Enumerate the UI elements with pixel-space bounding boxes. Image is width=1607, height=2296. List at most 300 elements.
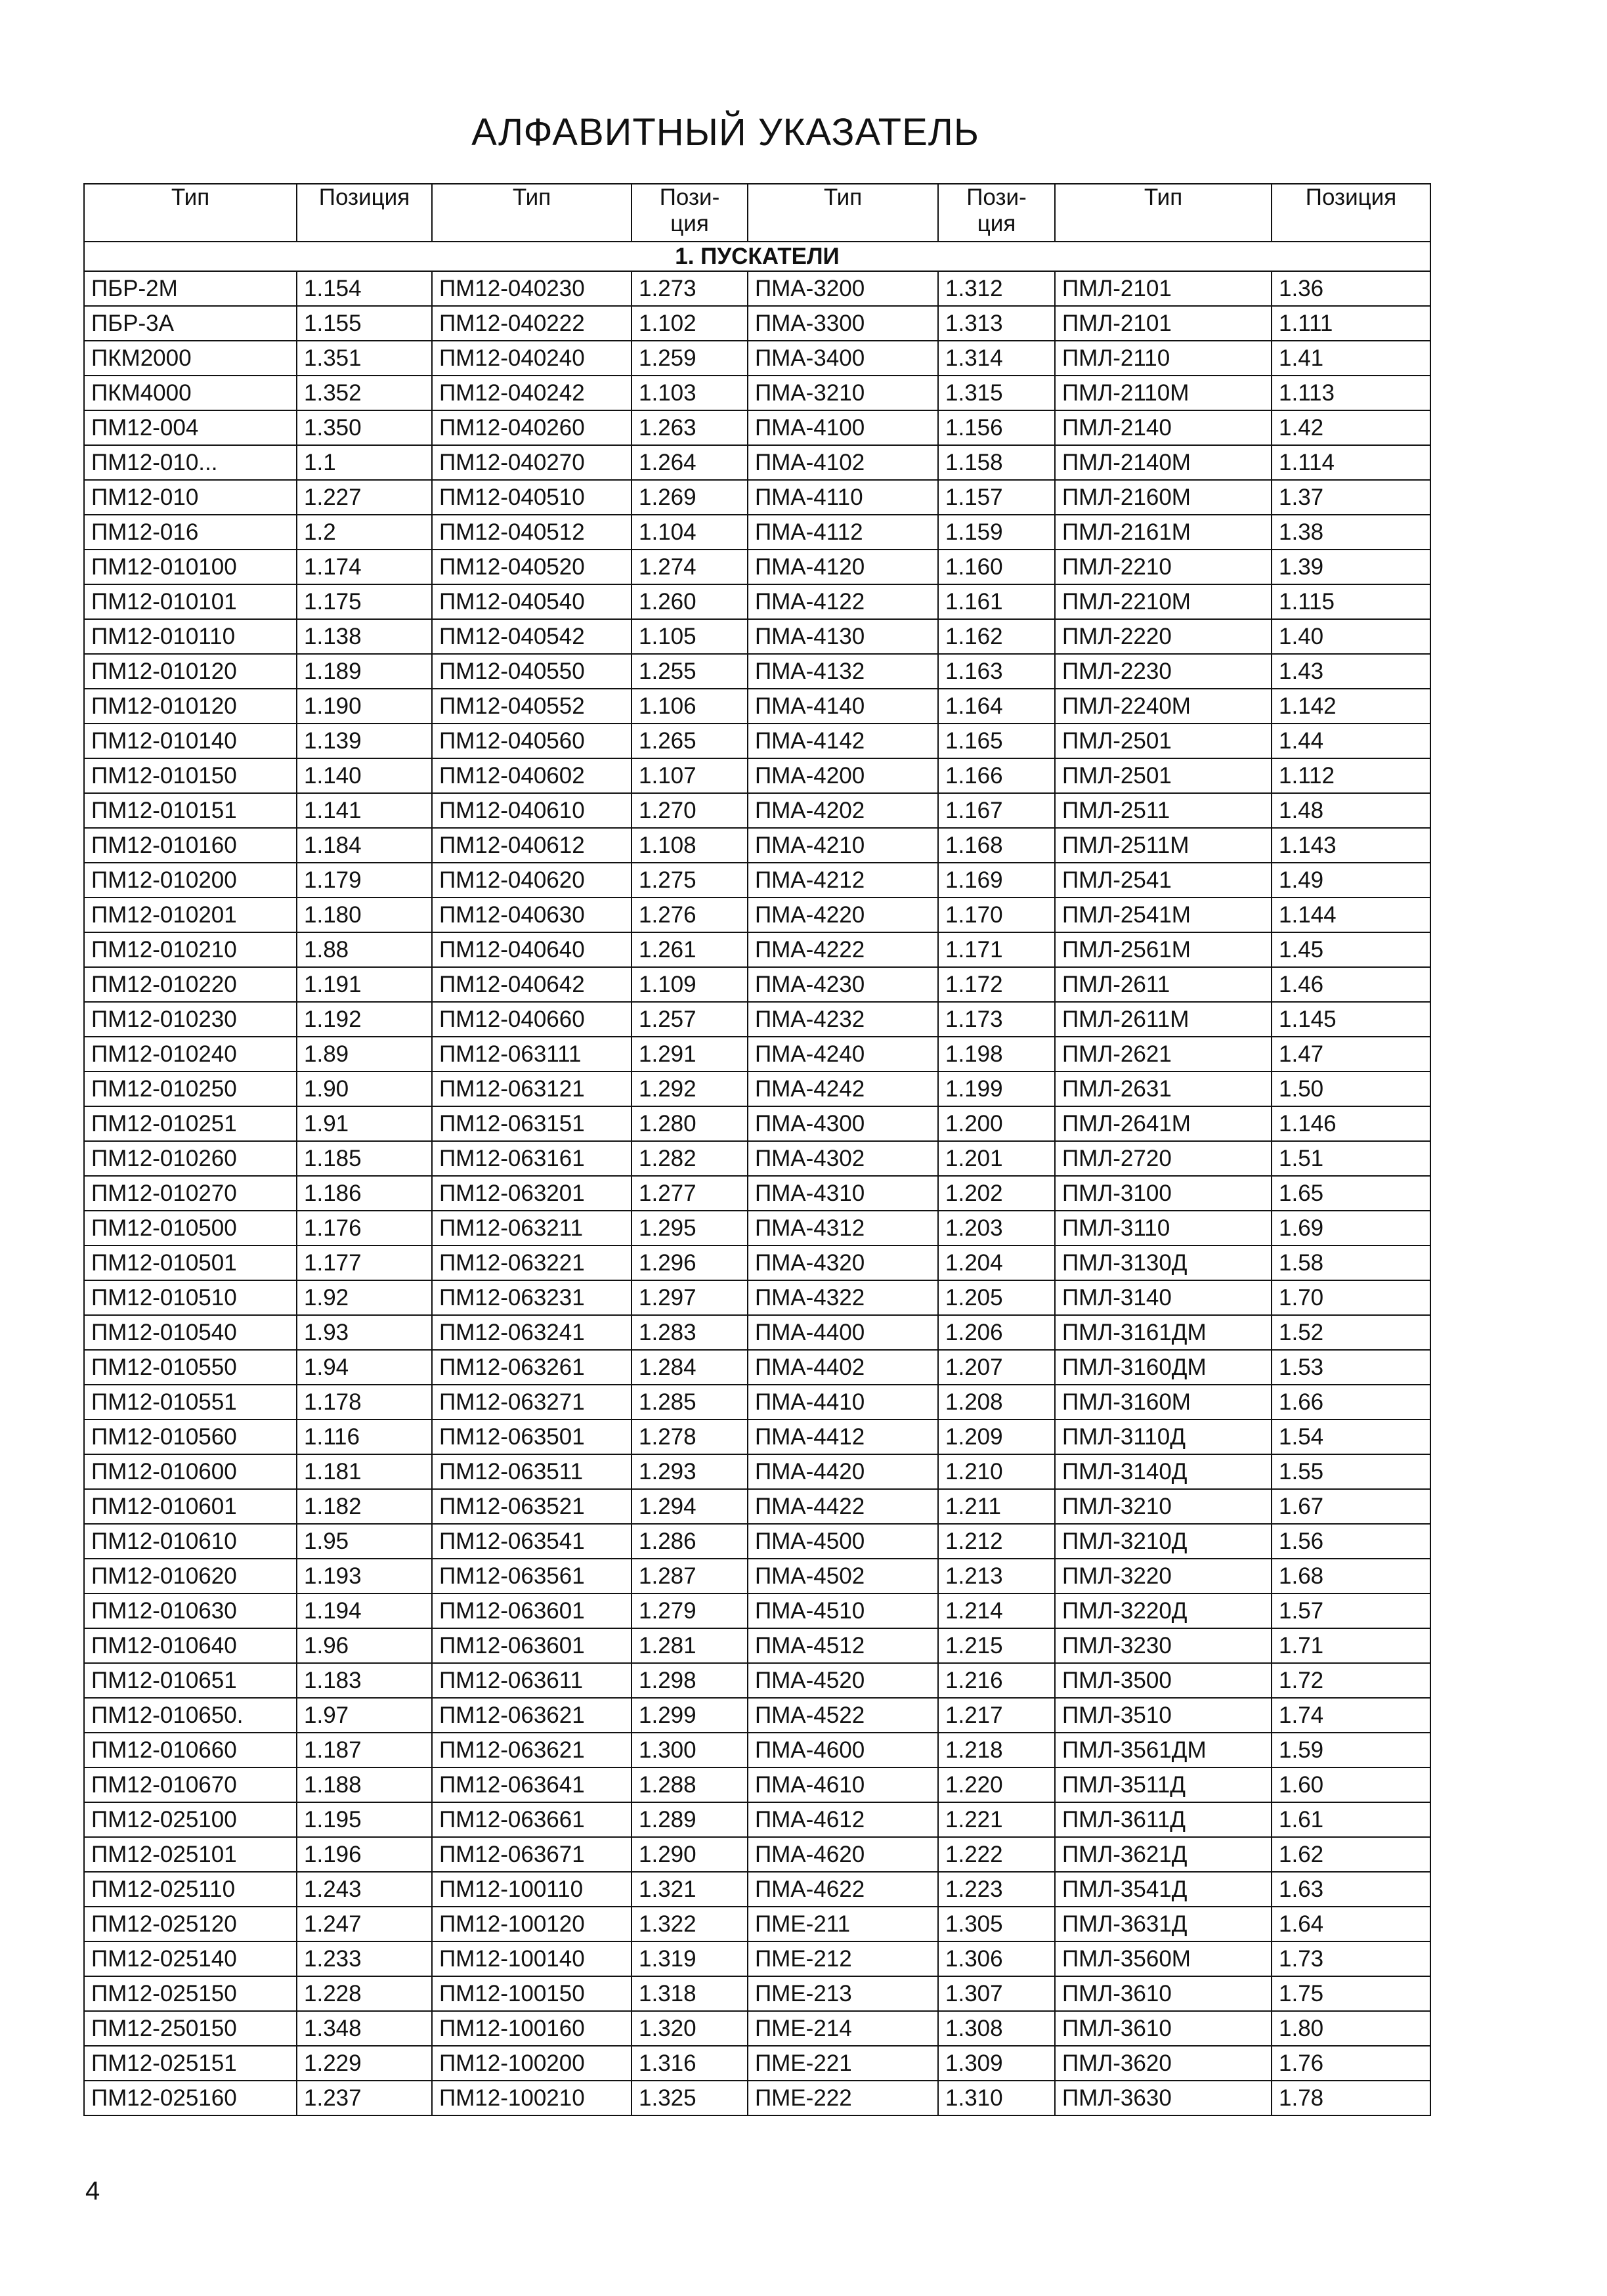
position-cell: 1.95 [297, 1524, 432, 1559]
position-cell: 1.159 [938, 515, 1055, 550]
table-row [84, 376, 1430, 410]
position-cell: 1.63 [1272, 1872, 1430, 1907]
position-cell: 1.310 [938, 2081, 1055, 2115]
position-cell: 1.237 [297, 2081, 432, 2115]
position-cell: 1.290 [632, 1837, 748, 1872]
position-cell: 1.173 [938, 1002, 1055, 1037]
position-cell: 1.104 [632, 515, 748, 550]
position-cell: 1.163 [938, 654, 1055, 689]
position-cell: 1.270 [632, 793, 748, 828]
position-cell: 1.106 [632, 689, 748, 724]
position-cell: 1.69 [1272, 1211, 1430, 1245]
table-row [84, 1524, 1430, 1559]
position-cell: 1.59 [1272, 1733, 1430, 1767]
position-cell: 1.314 [938, 341, 1055, 376]
position-cell: 1.190 [297, 689, 432, 724]
position-cell: 1.183 [297, 1663, 432, 1698]
position-cell: 1.144 [1272, 898, 1430, 932]
position-cell: 1.113 [1272, 376, 1430, 410]
position-cell: 1.169 [938, 863, 1055, 898]
position-cell: 1.220 [938, 1767, 1055, 1802]
table-row [84, 1663, 1430, 1698]
type-cell: ПМ12-063621 [432, 1733, 632, 1767]
type-cell: ПМЕ-212 [748, 1941, 938, 1976]
position-cell: 1.288 [632, 1767, 748, 1802]
type-cell: ПМЕ-211 [748, 1907, 938, 1941]
position-cell: 1.158 [938, 445, 1055, 480]
position-cell: 1.70 [1272, 1280, 1430, 1315]
position-cell: 1.214 [938, 1593, 1055, 1628]
type-cell: ПМЛ-3630 [1055, 2081, 1272, 2115]
type-cell: ПМ12-010210 [84, 932, 297, 967]
type-cell: ПМА-4522 [748, 1698, 938, 1733]
position-cell: 1.188 [297, 1767, 432, 1802]
type-cell: ПМ12-025120 [84, 1907, 297, 1941]
index-table [83, 183, 1431, 2116]
position-cell: 1.351 [297, 341, 432, 376]
type-cell: ПМ12-063601 [432, 1593, 632, 1628]
position-cell: 1.194 [297, 1593, 432, 1628]
position-cell: 1.37 [1272, 480, 1430, 515]
table-row [84, 515, 1430, 550]
type-cell: ПМ12-063521 [432, 1489, 632, 1524]
table-row [84, 724, 1430, 758]
position-cell: 1.184 [297, 828, 432, 863]
type-cell: ПМЛ-3560М [1055, 1941, 1272, 1976]
position-cell: 1.168 [938, 828, 1055, 863]
type-cell: ПМ12-100150 [432, 1976, 632, 2011]
type-cell: ПМЛ-2720 [1055, 1141, 1272, 1176]
position-cell: 1.43 [1272, 654, 1430, 689]
position-cell: 1.198 [938, 1037, 1055, 1072]
type-cell: ПМЛ-3160ДМ [1055, 1350, 1272, 1385]
table-row [84, 932, 1430, 967]
type-cell: ПМА-3300 [748, 306, 938, 341]
type-cell: ПМЛ-3210 [1055, 1489, 1272, 1524]
position-cell: 1.295 [632, 1211, 748, 1245]
type-cell: ПМЛ-2561М [1055, 932, 1272, 967]
position-cell: 1.74 [1272, 1698, 1430, 1733]
position-cell: 1.96 [297, 1628, 432, 1663]
position-cell: 1.275 [632, 863, 748, 898]
position-cell: 1.94 [297, 1350, 432, 1385]
position-cell: 1.286 [632, 1524, 748, 1559]
position-cell: 1.177 [297, 1245, 432, 1280]
position-cell: 1.143 [1272, 828, 1430, 863]
position-cell: 1.36 [1272, 271, 1430, 306]
type-cell: ПМЛ-2611 [1055, 967, 1272, 1002]
position-cell: 1.292 [632, 1072, 748, 1106]
position-cell: 1.320 [632, 2011, 748, 2046]
type-cell: ПМ12-010220 [84, 967, 297, 1002]
position-cell: 1.65 [1272, 1176, 1430, 1211]
table-row [84, 967, 1430, 1002]
table-row [84, 2046, 1430, 2081]
type-cell: ПМ12-025150 [84, 1976, 297, 2011]
table-row [84, 341, 1430, 376]
position-cell: 1.325 [632, 2081, 748, 2115]
type-cell: ПБР-3А [84, 306, 297, 341]
type-cell: ПМЛ-3161ДМ [1055, 1315, 1272, 1350]
position-cell: 1.88 [297, 932, 432, 967]
position-cell: 1.146 [1272, 1106, 1430, 1141]
position-cell: 1.217 [938, 1698, 1055, 1733]
type-cell: ПМ12-010250 [84, 1072, 297, 1106]
position-cell: 1.223 [938, 1872, 1055, 1907]
position-cell: 1.140 [297, 758, 432, 793]
position-cell: 1.73 [1272, 1941, 1430, 1976]
table-row [84, 619, 1430, 654]
type-cell: ПМА-4200 [748, 758, 938, 793]
position-cell: 1.54 [1272, 1419, 1430, 1454]
table-row [84, 1559, 1430, 1593]
position-cell: 1.90 [297, 1072, 432, 1106]
position-cell: 1.229 [297, 2046, 432, 2081]
position-cell: 1.195 [297, 1802, 432, 1837]
table-row [84, 654, 1430, 689]
type-cell: ПКМ2000 [84, 341, 297, 376]
type-cell: ПМЛ-2511М [1055, 828, 1272, 863]
position-cell: 1.189 [297, 654, 432, 689]
position-cell: 1.282 [632, 1141, 748, 1176]
position-cell: 1.157 [938, 480, 1055, 515]
position-cell: 1.191 [297, 967, 432, 1002]
type-cell: ПМ12-025151 [84, 2046, 297, 2081]
position-cell: 1.171 [938, 932, 1055, 967]
position-cell: 1.58 [1272, 1245, 1430, 1280]
position-cell: 1.265 [632, 724, 748, 758]
table-row [84, 1907, 1430, 1941]
position-cell: 1.293 [632, 1454, 748, 1489]
type-cell: ПМ12-040240 [432, 341, 632, 376]
table-row [84, 1941, 1430, 1976]
position-cell: 1.192 [297, 1002, 432, 1037]
type-cell: ПМЛ-3130Д [1055, 1245, 1272, 1280]
table-row [84, 1454, 1430, 1489]
position-cell: 1.145 [1272, 1002, 1430, 1037]
type-cell: ПМА-4612 [748, 1802, 938, 1837]
position-cell: 1.71 [1272, 1628, 1430, 1663]
position-cell: 1.318 [632, 1976, 748, 2011]
position-cell: 1.278 [632, 1419, 748, 1454]
column-header-type: Тип [84, 184, 297, 242]
position-cell: 1.154 [297, 271, 432, 306]
position-cell: 1.322 [632, 1907, 748, 1941]
type-cell: ПМА-4402 [748, 1350, 938, 1385]
position-cell: 1.172 [938, 967, 1055, 1002]
position-cell: 1.255 [632, 654, 748, 689]
table-row [84, 1767, 1430, 1802]
type-cell: ПМ12-040512 [432, 515, 632, 550]
position-cell: 1.50 [1272, 1072, 1430, 1106]
type-cell: ПМ12-004 [84, 410, 297, 445]
position-cell: 1.49 [1272, 863, 1430, 898]
position-cell: 1.139 [297, 724, 432, 758]
position-cell: 1.321 [632, 1872, 748, 1907]
position-cell: 1.213 [938, 1559, 1055, 1593]
type-cell: ПМА-4622 [748, 1872, 938, 1907]
column-header-position: Позиция [297, 184, 432, 242]
type-cell: ПМА-4310 [748, 1176, 938, 1211]
position-cell: 1.142 [1272, 689, 1430, 724]
type-cell: ПМ12-063231 [432, 1280, 632, 1315]
type-cell: ПМ12-100200 [432, 2046, 632, 2081]
position-cell: 1.315 [938, 376, 1055, 410]
position-cell: 1.269 [632, 480, 748, 515]
type-cell: ПМ12-010600 [84, 1454, 297, 1489]
position-cell: 1.80 [1272, 2011, 1430, 2046]
column-header-position: Пози- ция [632, 184, 748, 242]
position-cell: 1.260 [632, 584, 748, 619]
type-cell: ПМЛ-3610 [1055, 2011, 1272, 2046]
type-cell: ПМ12-063261 [432, 1350, 632, 1385]
position-cell: 1.53 [1272, 1350, 1430, 1385]
type-cell: ПМА-4102 [748, 445, 938, 480]
type-cell: ПМЛ-3220 [1055, 1559, 1272, 1593]
type-cell: ПМА-4132 [748, 654, 938, 689]
position-cell: 1.207 [938, 1350, 1055, 1385]
type-cell: ПМ12-040552 [432, 689, 632, 724]
type-cell: ПМ12-063201 [432, 1176, 632, 1211]
type-cell: ПМ12-040640 [432, 932, 632, 967]
type-cell: ПМА-4212 [748, 863, 938, 898]
position-cell: 1.193 [297, 1559, 432, 1593]
type-cell: ПМ12-010240 [84, 1037, 297, 1072]
position-cell: 1.40 [1272, 619, 1430, 654]
type-cell: ПМ12-063561 [432, 1559, 632, 1593]
type-cell: ПМ12-040222 [432, 306, 632, 341]
type-cell: ПМ12-010160 [84, 828, 297, 863]
position-cell: 1.348 [297, 2011, 432, 2046]
position-cell: 1.199 [938, 1072, 1055, 1106]
type-cell: ПМЛ-2240М [1055, 689, 1272, 724]
position-cell: 1.298 [632, 1663, 748, 1698]
position-cell: 1.44 [1272, 724, 1430, 758]
type-cell: ПМ12-100110 [432, 1872, 632, 1907]
type-cell: ПМ12-040642 [432, 967, 632, 1002]
position-cell: 1.209 [938, 1419, 1055, 1454]
type-cell: ПМ12-040620 [432, 863, 632, 898]
type-cell: ПМА-4100 [748, 410, 938, 445]
position-cell: 1.180 [297, 898, 432, 932]
type-cell: ПМ12-040242 [432, 376, 632, 410]
table-row [84, 1350, 1430, 1385]
position-cell: 1.227 [297, 480, 432, 515]
type-cell: ПМА-4322 [748, 1280, 938, 1315]
type-cell: ПМА-4420 [748, 1454, 938, 1489]
type-cell: ПМА-4502 [748, 1559, 938, 1593]
type-cell: ПМА-4510 [748, 1593, 938, 1628]
table-row [84, 1628, 1430, 1663]
table-row [84, 1593, 1430, 1628]
type-cell: ПМЛ-2160М [1055, 480, 1272, 515]
position-cell: 1.280 [632, 1106, 748, 1141]
position-cell: 1.114 [1272, 445, 1430, 480]
position-cell: 1.264 [632, 445, 748, 480]
type-cell: ПМА-4410 [748, 1385, 938, 1419]
position-cell: 1.291 [632, 1037, 748, 1072]
position-cell: 1.112 [1272, 758, 1430, 793]
position-cell: 1.89 [297, 1037, 432, 1072]
type-cell: ПМЛ-3541Д [1055, 1872, 1272, 1907]
type-cell: ПМ12-063121 [432, 1072, 632, 1106]
table-row [84, 306, 1430, 341]
type-cell: ПМА-4112 [748, 515, 938, 550]
type-cell: ПМ12-063211 [432, 1211, 632, 1245]
position-cell: 1.167 [938, 793, 1055, 828]
type-cell: ПМЛ-2501 [1055, 758, 1272, 793]
position-cell: 1.185 [297, 1141, 432, 1176]
position-cell: 1.319 [632, 1941, 748, 1976]
table-row [84, 1837, 1430, 1872]
table-row [84, 1002, 1430, 1037]
type-cell: ПМА-4242 [748, 1072, 938, 1106]
position-cell: 1.316 [632, 2046, 748, 2081]
table-row [84, 1872, 1430, 1907]
position-cell: 1.274 [632, 550, 748, 584]
position-cell: 1.305 [938, 1907, 1055, 1941]
type-cell: ПМА-4620 [748, 1837, 938, 1872]
position-cell: 1.155 [297, 306, 432, 341]
type-cell: ПМ12-040270 [432, 445, 632, 480]
type-cell: ПМ12-040542 [432, 619, 632, 654]
position-cell: 1.212 [938, 1524, 1055, 1559]
type-cell: ПМ12-040602 [432, 758, 632, 793]
type-cell: ПМ12-010270 [84, 1176, 297, 1211]
header-row [84, 184, 1430, 242]
type-cell: ПМ12-010200 [84, 863, 297, 898]
type-cell: ПМ12-063661 [432, 1802, 632, 1837]
position-cell: 1.216 [938, 1663, 1055, 1698]
position-cell: 1.42 [1272, 410, 1430, 445]
position-cell: 1.228 [297, 1976, 432, 2011]
position-cell: 1.287 [632, 1559, 748, 1593]
type-cell: ПМА-4520 [748, 1663, 938, 1698]
position-cell: 1.108 [632, 828, 748, 863]
type-cell: ПМ12-040560 [432, 724, 632, 758]
type-cell: ПМ12-040520 [432, 550, 632, 584]
type-cell: ПМ12-250150 [84, 2011, 297, 2046]
position-cell: 1.297 [632, 1280, 748, 1315]
type-cell: ПКМ4000 [84, 376, 297, 410]
position-cell: 1.309 [938, 2046, 1055, 2081]
type-cell: ПМЛ-3220Д [1055, 1593, 1272, 1628]
type-cell: ПМ12-010230 [84, 1002, 297, 1037]
type-cell: ПМЛ-3140Д [1055, 1454, 1272, 1489]
type-cell: ПМЕ-213 [748, 1976, 938, 2011]
type-cell: ПМЛ-3210Д [1055, 1524, 1272, 1559]
type-cell: ПМА-3400 [748, 341, 938, 376]
type-cell: ПМ12-100140 [432, 1941, 632, 1976]
position-cell: 1.215 [938, 1628, 1055, 1663]
position-cell: 1.76 [1272, 2046, 1430, 2081]
type-cell: ПМ12-040550 [432, 654, 632, 689]
position-cell: 1.178 [297, 1385, 432, 1419]
type-cell: ПМ12-040630 [432, 898, 632, 932]
type-cell: ПМА-3210 [748, 376, 938, 410]
position-cell: 1.289 [632, 1802, 748, 1837]
table-row [84, 2011, 1430, 2046]
type-cell: ПМА-4210 [748, 828, 938, 863]
position-cell: 1.276 [632, 898, 748, 932]
table-row [84, 898, 1430, 932]
type-cell: ПМ12-010510 [84, 1280, 297, 1315]
column-header-position: Позиция [1272, 184, 1430, 242]
position-cell: 1.93 [297, 1315, 432, 1350]
position-cell: 1.312 [938, 271, 1055, 306]
position-cell: 1.182 [297, 1489, 432, 1524]
position-cell: 1.233 [297, 1941, 432, 1976]
type-cell: ПМА-4240 [748, 1037, 938, 1072]
type-cell: ПМА-4230 [748, 967, 938, 1002]
type-cell: ПМА-4400 [748, 1315, 938, 1350]
type-cell: ПМЛ-3100 [1055, 1176, 1272, 1211]
type-cell: ПМ12-063161 [432, 1141, 632, 1176]
position-cell: 1.218 [938, 1733, 1055, 1767]
table-row [84, 1072, 1430, 1106]
type-cell: ПМЛ-2220 [1055, 619, 1272, 654]
position-cell: 1.221 [938, 1802, 1055, 1837]
type-cell: ПМ12-010201 [84, 898, 297, 932]
position-cell: 1.116 [297, 1419, 432, 1454]
type-cell: ПМ12-010550 [84, 1350, 297, 1385]
position-cell: 1.162 [938, 619, 1055, 654]
type-cell: ПМ12-010630 [84, 1593, 297, 1628]
position-cell: 1.243 [297, 1872, 432, 1907]
type-cell: ПМЛ-2541М [1055, 898, 1272, 932]
type-cell: ПМ12-063671 [432, 1837, 632, 1872]
table-row [84, 1141, 1430, 1176]
position-cell: 1.138 [297, 619, 432, 654]
type-cell: ПМ12-010610 [84, 1524, 297, 1559]
section-header-row [84, 242, 1430, 271]
position-cell: 1.68 [1272, 1559, 1430, 1593]
type-cell: ПМЕ-214 [748, 2011, 938, 2046]
type-cell: ПМ12-063611 [432, 1663, 632, 1698]
type-cell: ПМА-4610 [748, 1767, 938, 1802]
type-cell: ПМ12-010640 [84, 1628, 297, 1663]
position-cell: 1.352 [297, 376, 432, 410]
type-cell: ПМЛ-2101 [1055, 271, 1272, 306]
type-cell: ПМ12-010140 [84, 724, 297, 758]
position-cell: 1.156 [938, 410, 1055, 445]
type-cell: ПМ12-025101 [84, 1837, 297, 1872]
type-cell: ПМЛ-3631Д [1055, 1907, 1272, 1941]
page-number: 4 [85, 2177, 100, 2205]
table-row [84, 550, 1430, 584]
position-cell: 1.1 [297, 445, 432, 480]
page-title: АЛФАВИТНЫЙ УКАЗАТЕЛЬ [471, 111, 979, 154]
type-cell: ПМ12-010... [84, 445, 297, 480]
type-cell: ПМЛ-3510 [1055, 1698, 1272, 1733]
type-cell: ПМЛ-2101 [1055, 306, 1272, 341]
table-row [84, 758, 1430, 793]
position-cell: 1.285 [632, 1385, 748, 1419]
type-cell: ПМ12-025110 [84, 1872, 297, 1907]
type-cell: ПМА-4412 [748, 1419, 938, 1454]
type-cell: ПМА-4312 [748, 1211, 938, 1245]
position-cell: 1.196 [297, 1837, 432, 1872]
type-cell: ПМА-4130 [748, 619, 938, 654]
position-cell: 1.273 [632, 271, 748, 306]
position-cell: 1.57 [1272, 1593, 1430, 1628]
table-row [84, 1698, 1430, 1733]
type-cell: ПМ12-063511 [432, 1454, 632, 1489]
section-title: 1. ПУСКАТЕЛИ [84, 242, 1430, 271]
position-cell: 1.46 [1272, 967, 1430, 1002]
type-cell: ПМЛ-3511Д [1055, 1767, 1272, 1802]
type-cell: ПМЛ-2501 [1055, 724, 1272, 758]
